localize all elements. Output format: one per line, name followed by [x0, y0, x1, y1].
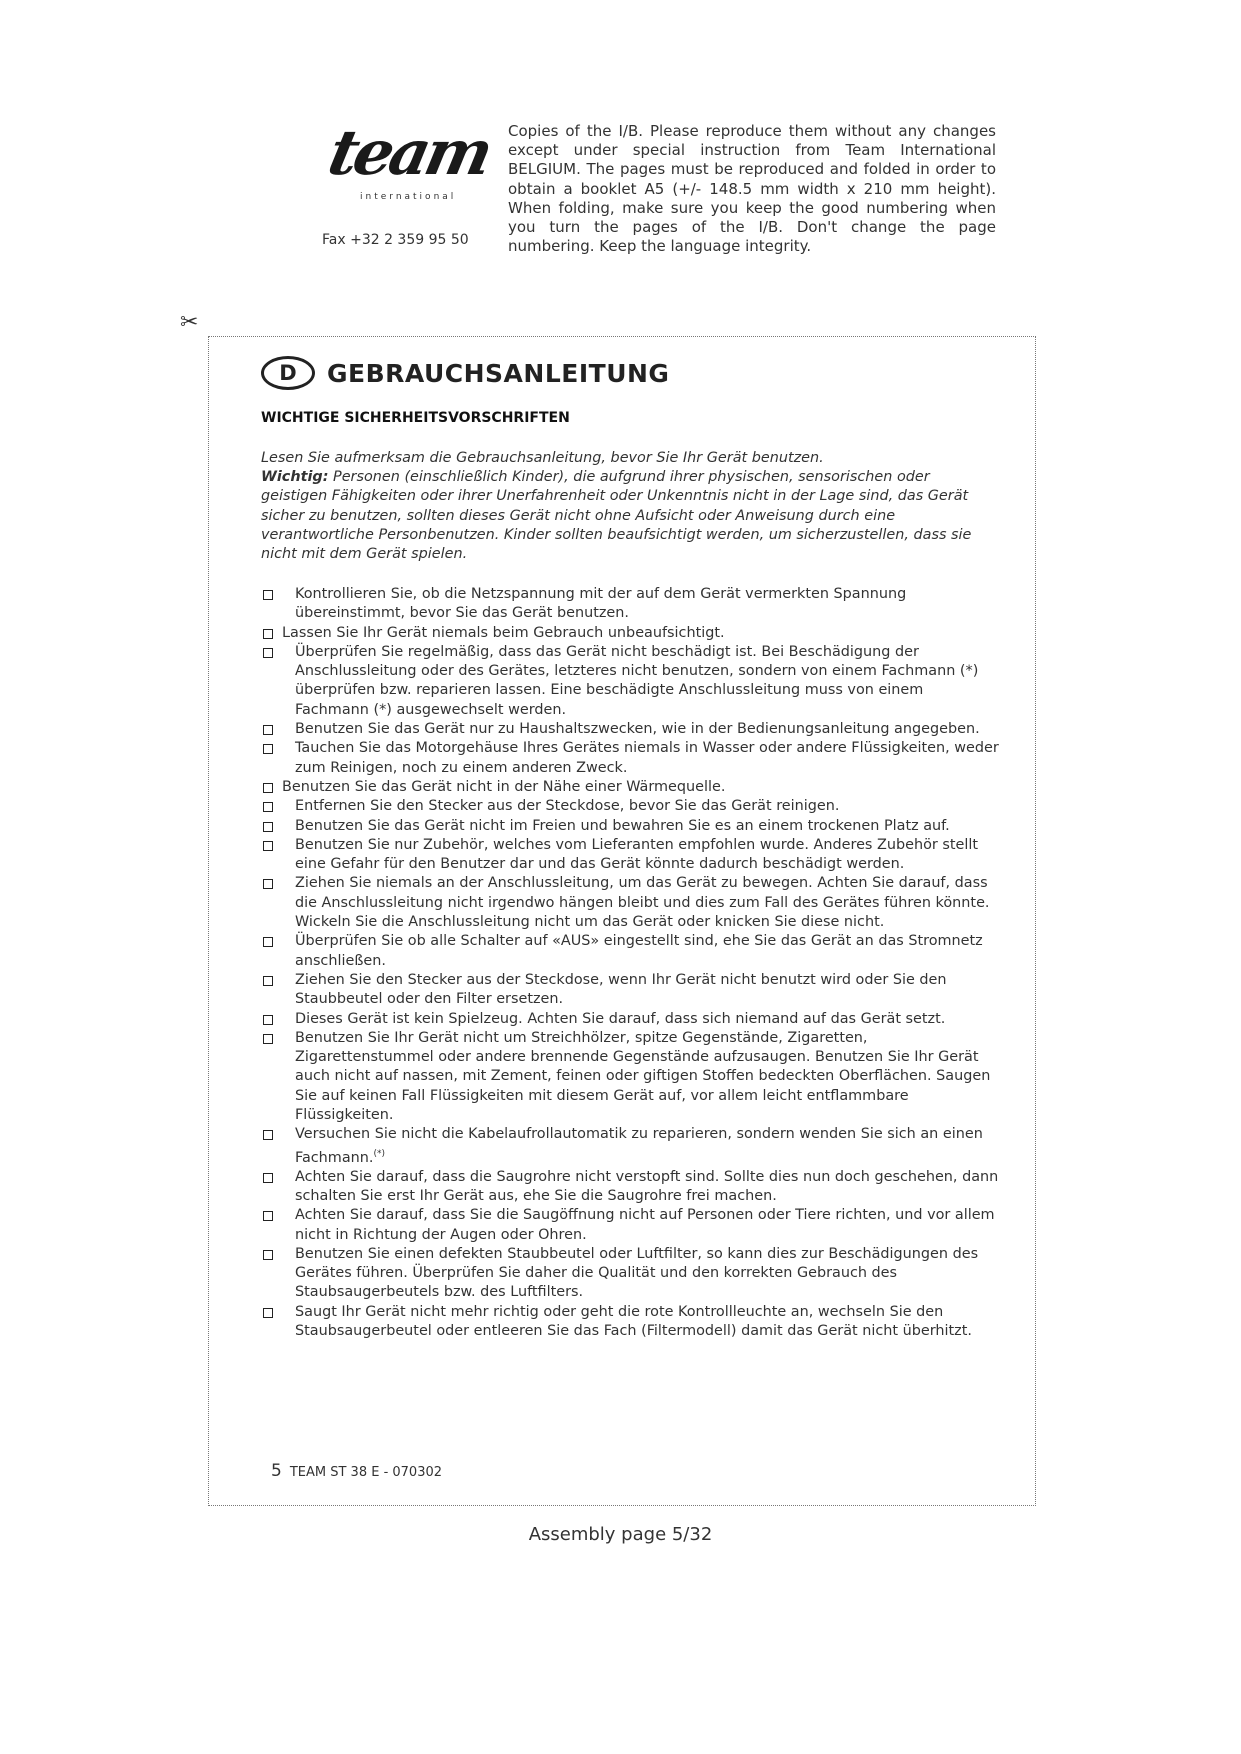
page-title: GEBRAUCHSANLEITUNG: [327, 358, 670, 388]
fax-number: Fax +32 2 359 95 50: [322, 232, 469, 248]
checkbox-bullet-icon: [263, 1034, 273, 1044]
list-item: Entfernen Sie den Stecker aus der Steckdose, bevor Sie das Gerät reinigen.: [261, 797, 1001, 816]
checkbox-bullet-icon: [263, 1173, 273, 1183]
checkbox-bullet-icon: [263, 879, 273, 889]
assembly-page-label: Assembly page 5/32: [528, 1524, 713, 1545]
list-item: Ziehen Sie niemals an der Anschlussleitung, um das Gerät zu bewegen. Achten Sie darauf, dass die Anschlussleitung nicht irgendwo hängen bleibt und dies zum Fall des Gerätes führen könnte. Wickeln Sie die Anschlussleitung nicht um das Gerät oder knicken Sie diese nicht.: [261, 874, 1001, 932]
checkbox-bullet-icon: [263, 744, 273, 754]
list-item: Benutzen Sie Ihr Gerät nicht um Streichhölzer, spitze Gegenstände, Zigaretten, Zigarettenstummel oder andere brennende Gegenstände aufzusaugen. Benutzen Sie Ihr Gerät auch nicht auf nassen, mit Zement, feinen oder giftigen Stoffen bedeckten Oberflächen. Saugen Sie auf keinen Fall Flüssigkeiten mit diesem Gerät auf, vor allem leicht entflammbare Flüssigkeiten.: [261, 1029, 1001, 1125]
checkbox-bullet-icon: [263, 1308, 273, 1318]
sheet-footer: [271, 1461, 442, 1481]
scissors-icon: ✂: [180, 310, 199, 335]
instruction-sheet: [208, 336, 1036, 1506]
list-item: Benutzen Sie das Gerät nur zu Haushaltszwecken, wie in der Bedienungsanleitung angegeben.: [261, 720, 1001, 739]
logo-wordmark: team: [322, 116, 496, 189]
footnote-marker: (*): [373, 1148, 385, 1159]
checkbox-bullet-icon: [263, 1130, 273, 1140]
page-header: [0, 0, 1241, 290]
checkbox-bullet-icon: [263, 1015, 273, 1025]
checkbox-bullet-icon: [263, 590, 273, 600]
checkbox-bullet-icon: [263, 1250, 273, 1260]
list-item: Lassen Sie Ihr Gerät niemals beim Gebrauch unbeaufsichtigt.: [261, 624, 1001, 643]
document-code: TEAM ST 38 E - 070302: [289, 1465, 443, 1480]
checkbox-bullet-icon: [263, 976, 273, 986]
title-row: [261, 351, 669, 395]
item-text: Versuchen Sie nicht die Kabelaufrollautomatik zu reparieren, sondern wenden Sie sich an einen Fachmann.: [295, 1126, 983, 1166]
list-item: Achten Sie darauf, dass Sie die Saugöffnung nicht auf Personen oder Tiere richten, und vor allem nicht in Richtung der Augen oder Ohren.: [261, 1206, 1001, 1245]
copies-instructions: Copies of the I/B. Please reproduce them without any changes except under special instruction from Team International BELGIUM. The pages must be reproduced and folded in order to obtain a booklet A5 (+/- 148.5 mm width x 210 mm height). When folding, make sure you keep the good numbering when you turn the pages of the I/B. Don't change the page numbering. Keep the language integrity.: [508, 122, 996, 256]
list-item: Kontrollieren Sie, ob die Netzspannung mit der auf dem Gerät vermerkten Spannung übereinstimmt, bevor Sie das Gerät benutzen.: [261, 585, 1001, 624]
list-item: Überprüfen Sie regelmäßig, dass das Gerät nicht beschädigt ist. Bei Beschädigung der Anschlussleitung oder des Gerätes, letzteres nicht benutzen, sondern von einem Fachmann (*) überprüfen bzw. reparieren lassen. Eine beschädigte Anschlussleitung muss von einem Fachmann (*) ausgewechselt werden.: [261, 643, 1001, 720]
checkbox-bullet-icon: [263, 802, 273, 812]
intro-line: Lesen Sie aufmerksam die Gebrauchsanleitung, bevor Sie Ihr Gerät benutzen.: [261, 450, 824, 466]
team-logo: [322, 116, 496, 208]
logo-subtitle: international: [360, 192, 457, 202]
list-item: Benutzen Sie das Gerät nicht in der Nähe einer Wärmequelle.: [261, 778, 1001, 797]
checkbox-bullet-icon: [263, 725, 273, 735]
list-item: Saugt Ihr Gerät nicht mehr richtig oder geht die rote Kontrollleuchte an, wechseln Sie den Staubsaugerbeutel oder entleeren Sie das Fach (Filtermodell) damit das Gerät nicht überhitzt.: [261, 1303, 1001, 1342]
intro-important-text: Personen (einschließlich Kinder), die aufgrund ihrer physischen, sensorischen oder geistigen Fähigkeiten oder ihrer Unerfahrenheit oder Unkenntnis nicht in der Lage sind, das Gerät sicher zu benutzen, sollten dieses Gerät nicht ohne Aufsicht oder Anweisung durch eine verantwortliche Personbenutzen. Kinder sollten beaufsichtigt werden, um sicherzustellen, dass sie nicht mit dem Gerät spielen.: [261, 469, 972, 563]
checkbox-bullet-icon: [263, 648, 273, 658]
list-item: Tauchen Sie das Motorgehäuse Ihres Gerätes niemals in Wasser oder andere Flüssigkeiten, weder zum Reinigen, noch zu einem anderen Zweck.: [261, 739, 1001, 778]
language-badge: D: [261, 356, 315, 390]
checkbox-bullet-icon: [263, 937, 273, 947]
list-item: [261, 1125, 1001, 1167]
intro-paragraph: [261, 449, 981, 564]
list-item: Benutzen Sie nur Zubehör, welches vom Lieferanten empfohlen wurde. Anderes Zubehör stellt eine Gefahr für den Benutzer dar und das Gerät könnte dadurch beschädigt werden.: [261, 836, 1001, 875]
list-item: Ziehen Sie den Stecker aus der Steckdose, wenn Ihr Gerät nicht benutzt wird oder Sie den Staubbeutel oder den Filter ersetzen.: [261, 971, 1001, 1010]
checkbox-bullet-icon: [263, 629, 273, 639]
section-heading: WICHTIGE SICHERHEITSVORSCHRIFTEN: [261, 410, 570, 426]
list-item: Benutzen Sie einen defekten Staubbeutel oder Luftfilter, so kann dies zur Beschädigungen des Gerätes führen. Überprüfen Sie daher die Qualität und den korrekten Gebrauch des Staubsaugerbeutels bzw. des Luftfilters.: [261, 1245, 1001, 1303]
checkbox-bullet-icon: [263, 841, 273, 851]
page-number: 5: [271, 1461, 282, 1481]
list-item: Benutzen Sie das Gerät nicht im Freien und bewahren Sie es an einem trockenen Platz auf.: [261, 817, 1001, 836]
list-item: Dieses Gerät ist kein Spielzeug. Achten Sie darauf, dass sich niemand auf das Gerät setzt.: [261, 1010, 1001, 1029]
checkbox-bullet-icon: [263, 783, 273, 793]
intro-important-label: Wichtig:: [261, 469, 329, 486]
safety-list: [261, 585, 1001, 1341]
list-item: Überprüfen Sie ob alle Schalter auf «AUS» eingestellt sind, ehe Sie das Gerät an das Stromnetz anschließen.: [261, 932, 1001, 971]
checkbox-bullet-icon: [263, 1211, 273, 1221]
checkbox-bullet-icon: [263, 822, 273, 832]
list-item: Achten Sie darauf, dass die Saugrohre nicht verstopft sind. Sollte dies nun doch geschehen, dann schalten Sie erst Ihr Gerät aus, ehe Sie die Saugrohre frei machen.: [261, 1168, 1001, 1207]
